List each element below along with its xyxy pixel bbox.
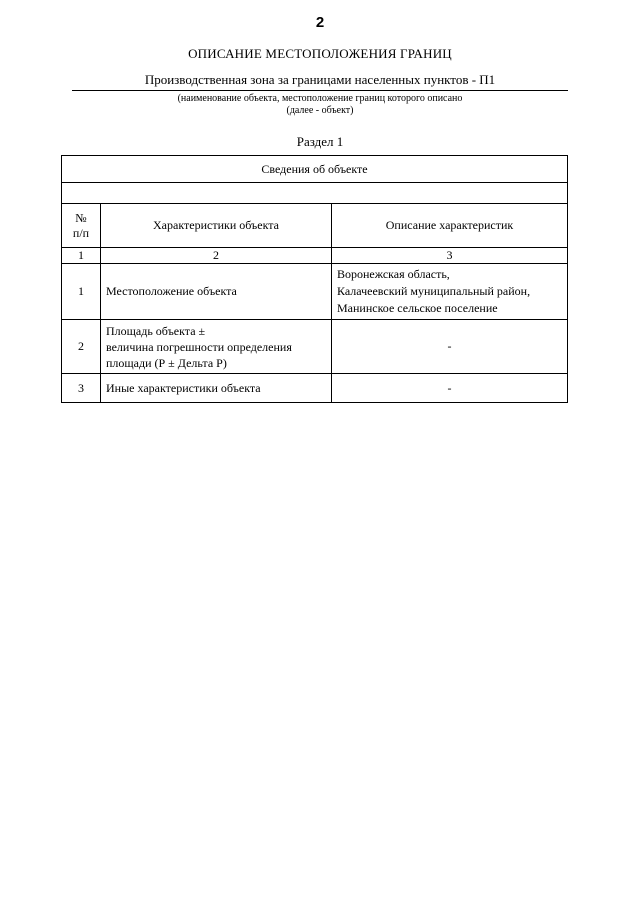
header-num-line-2: п/п — [72, 225, 90, 240]
column-number-1: 1 — [62, 248, 101, 264]
table-row — [62, 320, 568, 374]
column-number-row — [62, 248, 568, 264]
object-name-underline — [72, 90, 568, 91]
row-2-characteristic-line-1: Площадь объекта ± — [106, 323, 206, 338]
row-1-num: 1 — [62, 264, 101, 320]
row-2-num: 2 — [62, 320, 101, 374]
header-characteristics: Характеристики объекта — [101, 204, 332, 248]
header-num — [62, 204, 101, 248]
caption-line-1: (наименование объекта, местоположение границ которого описано — [177, 93, 463, 104]
page-number: 2 — [315, 14, 325, 31]
object-info-table — [61, 155, 568, 403]
object-name: Производственная зона за границами населенных пунктов - П1 — [144, 72, 496, 87]
row-2-characteristic-line-3: площади (Р ± Дельта Р) — [106, 355, 227, 370]
row-2-characteristic-line-2: величина погрешности определения — [106, 339, 292, 354]
row-2-description: - — [332, 320, 568, 374]
table-heading: Сведения об объекте — [62, 156, 568, 183]
row-1-characteristic: Местоположение объекта — [101, 264, 332, 320]
header-num-line-1: № — [75, 210, 87, 225]
row-1-description-line-2: Калачеевский муниципальный район, — [337, 284, 531, 298]
section-title: Раздел 1 — [296, 134, 344, 149]
caption-line-2: (далее - объект) — [286, 105, 354, 116]
row-3-num: 3 — [62, 374, 101, 403]
table-row — [62, 264, 568, 320]
table-heading-row — [62, 156, 568, 183]
header-description: Описание характеристик — [332, 204, 568, 248]
row-1-description — [332, 264, 568, 320]
document-title: ОПИСАНИЕ МЕСТОПОЛОЖЕНИЯ ГРАНИЦ — [188, 46, 452, 61]
column-number-2: 2 — [101, 248, 332, 264]
row-2-characteristic — [101, 320, 332, 374]
table-row — [62, 374, 568, 403]
row-3-characteristic: Иные характеристики объекта — [101, 374, 332, 403]
table-empty-row — [62, 183, 568, 204]
row-1-description-line-3: Манинское сельское поселение — [337, 301, 498, 315]
object-name-caption — [0, 93, 640, 117]
column-number-3: 3 — [332, 248, 568, 264]
row-3-description: - — [332, 374, 568, 403]
row-1-description-line-1: Воронежская область, — [337, 267, 450, 281]
table-empty-cell — [62, 183, 568, 204]
table-header-row — [62, 204, 568, 248]
